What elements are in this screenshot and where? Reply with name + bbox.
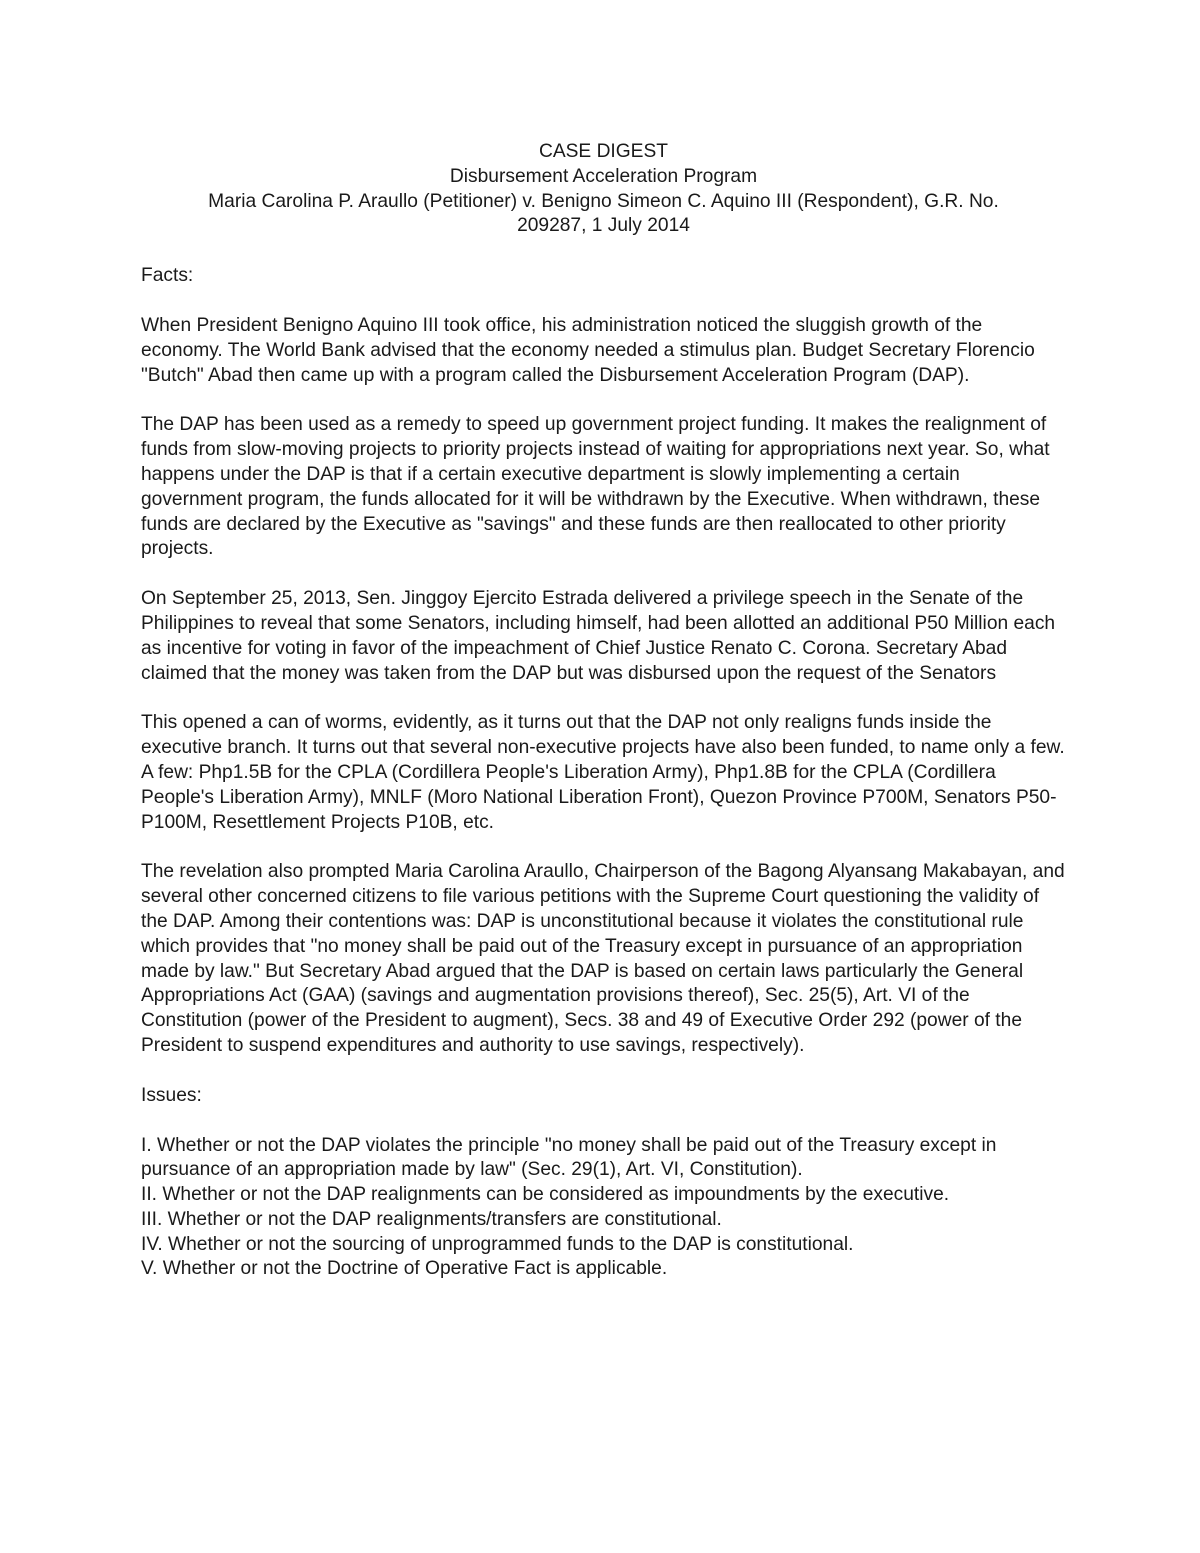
document-page (141, 140, 1066, 1282)
case-title-line-1: Maria Carolina P. Araullo (Petitioner) v. Benigno Simeon C. Aquino III (Respondent), G.R. No. (208, 190, 999, 212)
issue-item: V. Whether or not the Doctrine of Operative Fact is applicable. (141, 1258, 668, 1280)
facts-paragraph: This opened a can of worms, evidently, as it turns out that the DAP not only realigns funds inside the executive branch. It turns out that several non-executive projects have also been funded, to name only a few. A few: Php1.5B for the CPLA (Cordillera People's Liberation Army), Php1.8B for the CPLA (Cordillera People's Liberation Army), MNLF (Moro National Liberation Front), Quezon Province P700M, Senators P50-P100M, Resettlement Projects P10B, etc. (141, 712, 1065, 833)
facts-paragraph: When President Benigno Aquino III took office, his administration noticed the sluggish growth of the economy. The World Bank advised that the economy needed a stimulus plan. Budget Secretary Florencio "Butch" Abad then came up with a program called the Disbursement Acceleration Program (DAP). (141, 314, 1035, 386)
issue-item: I. Whether or not the DAP violates the principle "no money shall be paid out of the Treasury except in pursuance of an appropriation made by law" (Sec. 29(1), Art. VI, Constitution). (141, 1134, 997, 1181)
issues-list (141, 1134, 1066, 1283)
document-header (141, 140, 1066, 239)
issue-item: IV. Whether or not the sourcing of unprogrammed funds to the DAP is constitutional. (141, 1233, 854, 1255)
issue-item: II. Whether or not the DAP realignments can be considered as impoundments by the executive. (141, 1184, 950, 1206)
case-title-line-2: 209287, 1 July 2014 (517, 215, 690, 237)
document-subtitle: Disbursement Acceleration Program (449, 165, 758, 187)
facts-heading: Facts: (141, 265, 194, 287)
facts-paragraph: The DAP has been used as a remedy to speed up government project funding. It makes the realignment of funds from slow-moving projects to priority projects instead of waiting for appropriations next year. So, what happens under the DAP is that if a certain executive department is slowly implementing a certain government program, the funds allocated for it will be withdrawn by the Executive. When withdrawn, these funds are declared by the Executive as "savings" and these funds are then reallocated to other priority projects. (141, 414, 1050, 560)
issues-heading: Issues: (141, 1084, 202, 1106)
facts-paragraph: The revelation also prompted Maria Carolina Araullo, Chairperson of the Bagong Alyansang Makabayan, and several other concerned citizens to file various petitions with the Supreme Court questioning the validity of the DAP. Among their contentions was: DAP is unconstitutional because it violates the constitutional rule which provides that "no money shall be paid out of the Treasury except in pursuance of an appropriation made by law." But Secretary Abad argued that the DAP is based on certain laws particularly the General Appropriations Act (GAA) (savings and augmentation provisions thereof), Sec. 25(5), Art. VI of the Constitution (power of the President to augment), Secs. 38 and 49 of Executive Order 292 (power of the President to suspend expenditures and authority to use savings, respectively). (141, 861, 1065, 1056)
document-title: CASE DIGEST (538, 141, 668, 162)
issue-item: III. Whether or not the DAP realignments/transfers are constitutional. (141, 1208, 722, 1230)
facts-paragraph: On September 25, 2013, Sen. Jinggoy Ejercito Estrada delivered a privilege speech in the Senate of the Philippines to reveal that some Senators, including himself, had been allotted an additional P50 Million each as incentive for voting in favor of the impeachment of Chief Justice Renato C. Corona. Secretary Abad claimed that the money was taken from the DAP but was disbursed upon the request of the Senators (141, 588, 1056, 684)
